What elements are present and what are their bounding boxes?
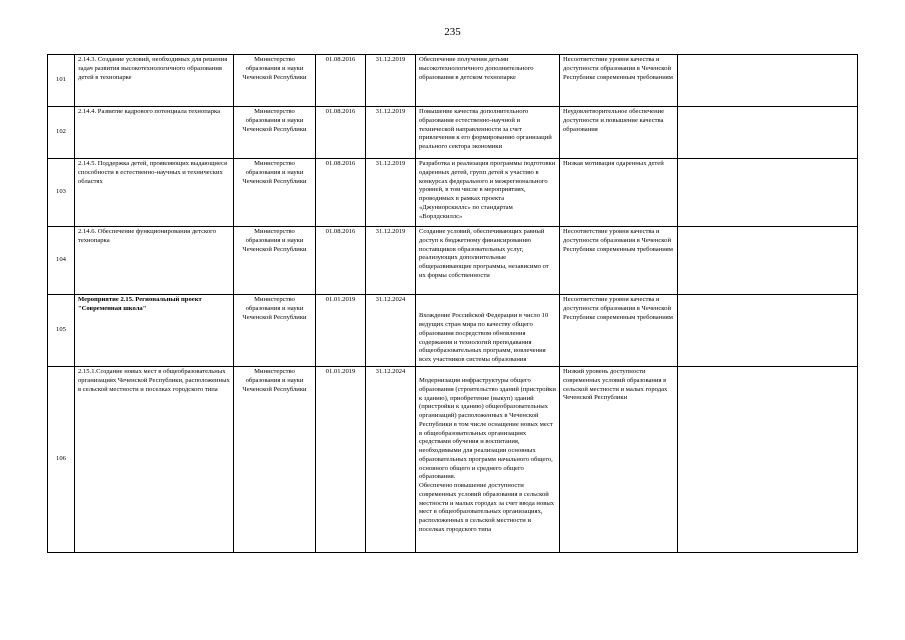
row-number: 104 [48,227,75,295]
table-row [48,159,858,227]
expected-result: Модернизация инфраструктуры общего образования (строительство зданий (пристройки к зданию), приобретение (выкуп) зданий (пристройки к зданию) общеобразовательных организаций) расположенных в Чеченской Республики в том числе оснащение новых мест в общеобразовательных организациях средствами обучения и воспитания, необходимыми для реализации основных образовательных программ начального общего, основного общего и среднего общего образования. Обеспечено повышение доступности современных условий образования в сельской местности и малых городах за счет ввода новых мест в общеобразовательных организациях, расположенных в сельской местности и поселках городского типа [416,367,560,553]
start-date: 01.08.2016 [316,107,366,159]
empty-cell [678,55,858,107]
executor: Министерство образования и науки Чеченской Республики [234,107,316,159]
page-number: 235 [444,26,461,38]
executor: Министерство образования и науки Чеченской Республики [234,227,316,295]
consequence: Несоответствие уровня качества и доступности образования в Чеченской Республике современным требованиям [560,227,678,295]
consequence: Несоответствие уровня качества и доступности образования в Чеченской Республике современным требованиям [560,55,678,107]
table-row [48,227,858,295]
activity-name: 2.15.1.Создание новых мест в общеобразовательных организациях Чеченской Республики, расположенных в сельской местности и поселках городского типа [75,367,234,553]
end-date: 31.12.2024 [366,367,416,553]
start-date: 01.08.2016 [316,159,366,227]
consequence: Неудовлетворительное обеспечение доступности и повышение качества образования [560,107,678,159]
start-date: 01.01.2019 [316,295,366,367]
table-row [48,367,858,553]
activity-name: Мероприятие 2.15. Региональный проект "Современная школа" [75,295,234,367]
executor: Министерство образования и науки Чеченской Республики [234,367,316,553]
table-row [48,55,858,107]
activity-name: 2.14.3. Создание условий, необходимых для решения задач развития высокотехнологичного образования детей в технопарке [75,55,234,107]
expected-result: Вхождение Российской Федерации в число 10 ведущих стран мира по качеству общего образования посредством обновления содержания и технологий преподавания общеобразовательных программ, вовлечения всех участников системы образования [416,295,560,367]
end-date: 31.12.2019 [366,159,416,227]
table-row [48,295,858,367]
end-date: 31.12.2019 [366,107,416,159]
empty-cell [678,295,858,367]
activity-name: 2.14.5. Поддержка детей, проявляющих выдающиеся способности в естественно-научных и технических областях [75,159,234,227]
row-number: 103 [48,159,75,227]
empty-cell [678,107,858,159]
expected-result: Разработка и реализация программы подготовки одаренных детей, групп детей к участию в конкурсах федерального и межрегионального уровней, в том числе в мероприятиях, проводимых в рамках проекта «Джуниорскиллс» по стандартам «Ворлдскиллс» [416,159,560,227]
consequence: Низкая мотивация одаренных детей [560,159,678,227]
executor: Министерство образования и науки Чеченской Республики [234,55,316,107]
empty-cell [678,227,858,295]
table-row [48,107,858,159]
executor: Министерство образования и науки Чеченской Республики [234,159,316,227]
expected-result: Создание условий, обеспечивающих равный доступ к бюджетному финансированию поставщиков образовательных услуг, реализующих дополнительные общеразвивающие программы, независимо от их формы собственности [416,227,560,295]
row-number: 105 [48,295,75,367]
end-date: 31.12.2019 [366,227,416,295]
start-date: 01.08.2016 [316,55,366,107]
end-date: 31.12.2024 [366,295,416,367]
start-date: 01.01.2019 [316,367,366,553]
consequence: Низкий уровень доступности современных условий образования в сельской местности и малых городах Чеченской Республики [560,367,678,553]
row-number: 102 [48,107,75,159]
row-number: 101 [48,55,75,107]
expected-result: Обеспечение получения детьми высокотехнологичного дополнительного образования в детском технопарке [416,55,560,107]
program-table [47,54,858,553]
end-date: 31.12.2019 [366,55,416,107]
expected-result: Повышение качества дополнительного образования естественно-научной и технической направленности за счет привлечения к его формированию организаций реального сектора экономики [416,107,560,159]
executor: Министерство образования и науки Чеченской Республики [234,295,316,367]
empty-cell [678,159,858,227]
consequence: Несоответствие уровня качества и доступности образования в Чеченской Республике современным требованиям [560,295,678,367]
row-number: 106 [48,367,75,553]
start-date: 01.08.2016 [316,227,366,295]
activity-name: 2.14.6. Обеспечение функционирования детского технопарка [75,227,234,295]
empty-cell [678,367,858,553]
activity-name: 2.14.4. Развитие кадрового потенциала технопарка [75,107,234,159]
